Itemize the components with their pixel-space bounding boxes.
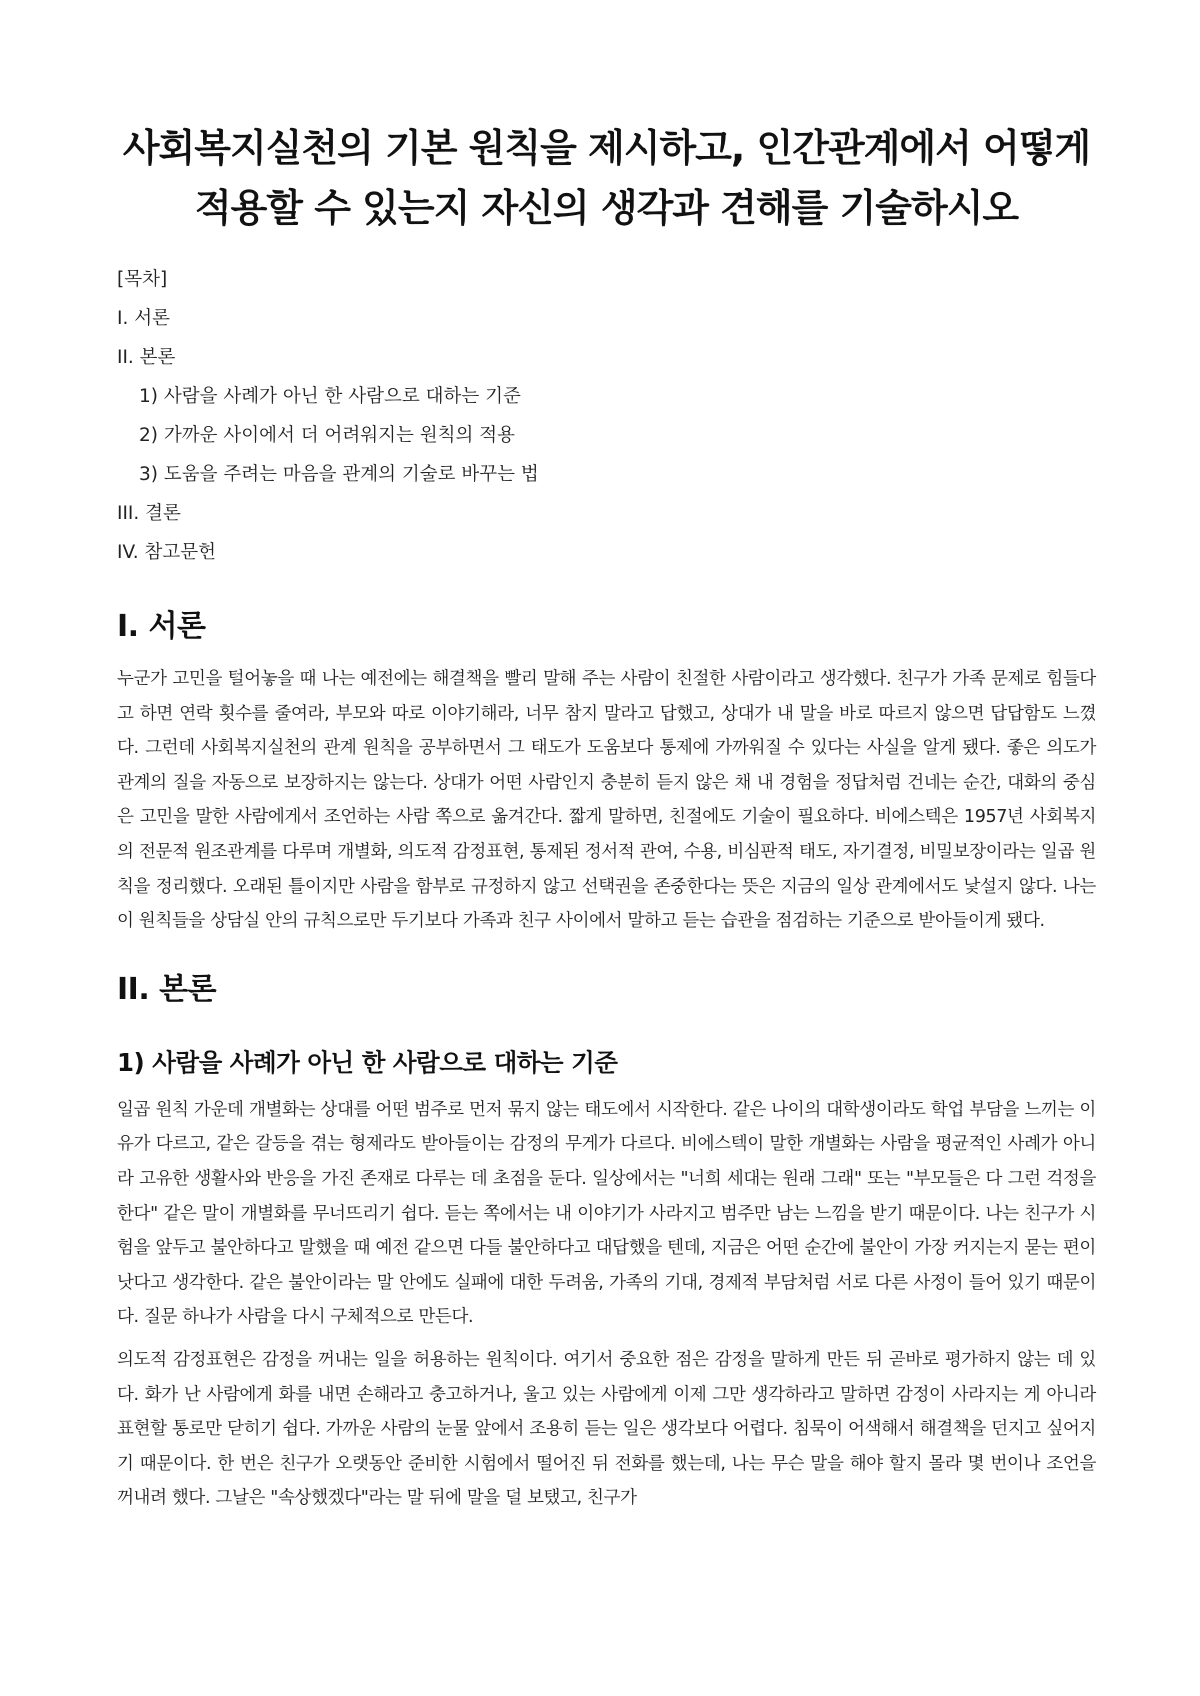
intro-paragraph: 누군가 고민을 털어놓을 때 나는 예전에는 해결책을 빨리 말해 주는 사람이 친절한 사람이라고 생각했다. 친구가 가족 문제로 힘들다고 하면 연락 횟수를 줄여라, 부모와 따로 이야기해라, 너무 참지 말라고 답했고, 상대가 내 말을 바로 따르지 않으면 답답함도 느꼈다. 그런데 사회복지실천의 관계 원칙을 공부하면서 그 태도가 도움보다 통제에 가까워질 수 있다는 사실을 알게 됐다. 좋은 의도가 관계의 질을 자동으로 보장하지는 않는다. 상대가 어떤 사람인지 충분히 듣지 않은 채 내 경험을 정답처럼 건네는 순간, 대화의 중심은 고민을 말한 사람에게서 조언하는 사람 쪽으로 옮겨간다. 짧게 말하면, 친절에도 기술이 필요하다. 비에스텍은 1957년 사회복지의 전문적 원조관계를 다루며 개별화, 의도적 감정표현, 통제된 정서적 관여, 수용, 비심판적 태도, 자기결정, 비밀보장이라는 일곱 원칙을 정리했다. 오래된 틀이지만 사람을 함부로 규정하지 않고 선택권을 존중한다는 뜻은 지금의 일상 관계에서도 낯설지 않다. 나는 이 원칙들을 상담실 안의 규칙으로만 두기보다 가족과 친구 사이에서 말하고 듣는 습관을 점검하는 기준으로 받아들이게 됐다. (117, 669, 1096, 932)
document-title (117, 118, 1096, 238)
subsection-heading-1: 1) 사람을 사례가 아닌 한 사람으로 대하는 기준 (117, 1047, 618, 1077)
toc-heading: [목차] (117, 269, 168, 290)
toc-item-conclusion: III. 결론 (117, 503, 181, 524)
table-of-contents (117, 260, 1096, 572)
section-heading-intro: I. 서론 (117, 609, 206, 644)
body-paragraph-2: 의도적 감정표현은 감정을 꺼내는 일을 허용하는 원칙이다. 여기서 중요한 점은 감정을 말하게 만든 뒤 곧바로 평가하지 않는 데 있다. 화가 난 사람에게 화를 내면 손해라고 충고하거나, 울고 있는 사람에게 이제 그만 생각하라고 말하면 감정이 사라지는 게 아니라 표현할 통로만 닫히기 쉽다. 가까운 사람의 눈물 앞에서 조용히 듣는 일은 생각보다 어렵다. 침묵이 어색해서 해결책을 던지고 싶어지기 때문이다. 한 번은 친구가 오랫동안 준비한 시험에서 떨어진 뒤 전화를 했는데, 나는 무슨 말을 해야 할지 몰라 몇 번이나 조언을 꺼내려 했다. 그날은 "속상했겠다"라는 말 뒤에 말을 덜 보탰고, 친구가 (117, 1349, 1096, 1509)
toc-item-body-1: 1) 사람을 사례가 아닌 한 사람으로 대하는 기준 (139, 386, 521, 407)
toc-item-references: IV. 참고문헌 (117, 542, 216, 563)
title-line-1: 사회복지실천의 기본 원칙을 제시하고, 인간관계에서 어떻게 (122, 126, 1091, 170)
toc-item-intro: I. 서론 (117, 308, 170, 329)
toc-item-body-3: 3) 도움을 주려는 마음을 관계의 기술로 바꾸는 법 (139, 464, 539, 485)
toc-item-body-2: 2) 가까운 사이에서 더 어려워지는 원칙의 적용 (139, 425, 515, 446)
section-heading-body: II. 본론 (117, 971, 217, 1007)
title-line-2: 적용할 수 있는지 자신의 생각과 견해를 기술하시오 (194, 186, 1019, 230)
body-paragraph-1: 일곱 원칙 가운데 개별화는 상대를 어떤 범주로 먼저 묶지 않는 태도에서 시작한다. 같은 나이의 대학생이라도 학업 부담을 느끼는 이유가 다르고, 같은 갈등을 겪는 형제라도 받아들이는 감정의 무게가 다르다. 비에스텍이 말한 개별화는 사람을 평균적인 사례가 아니라 고유한 생활사와 반응을 가진 존재로 다루는 데 초점을 둔다. 일상에서는 "너희 세대는 원래 그래" 또는 "부모들은 다 그런 걱정을 한다" 같은 말이 개별화를 무너뜨리기 쉽다. 듣는 쪽에서는 내 이야기가 사라지고 범주만 남는 느낌을 받기 때문이다. 나는 친구가 시험을 앞두고 불안하다고 말했을 때 예전 같으면 다들 불안하다고 대답했을 텐데, 지금은 어떤 순간에 불안이 가장 커지는지 묻는 편이 낫다고 생각한다. 같은 불안이라는 말 안에도 실패에 대한 두려움, 가족의 기대, 경제적 부담처럼 서로 다른 사정이 들어 있기 때문이다. 질문 하나가 사람을 다시 구체적으로 만든다. (117, 1099, 1096, 1328)
toc-item-body: II. 본론 (117, 347, 176, 368)
